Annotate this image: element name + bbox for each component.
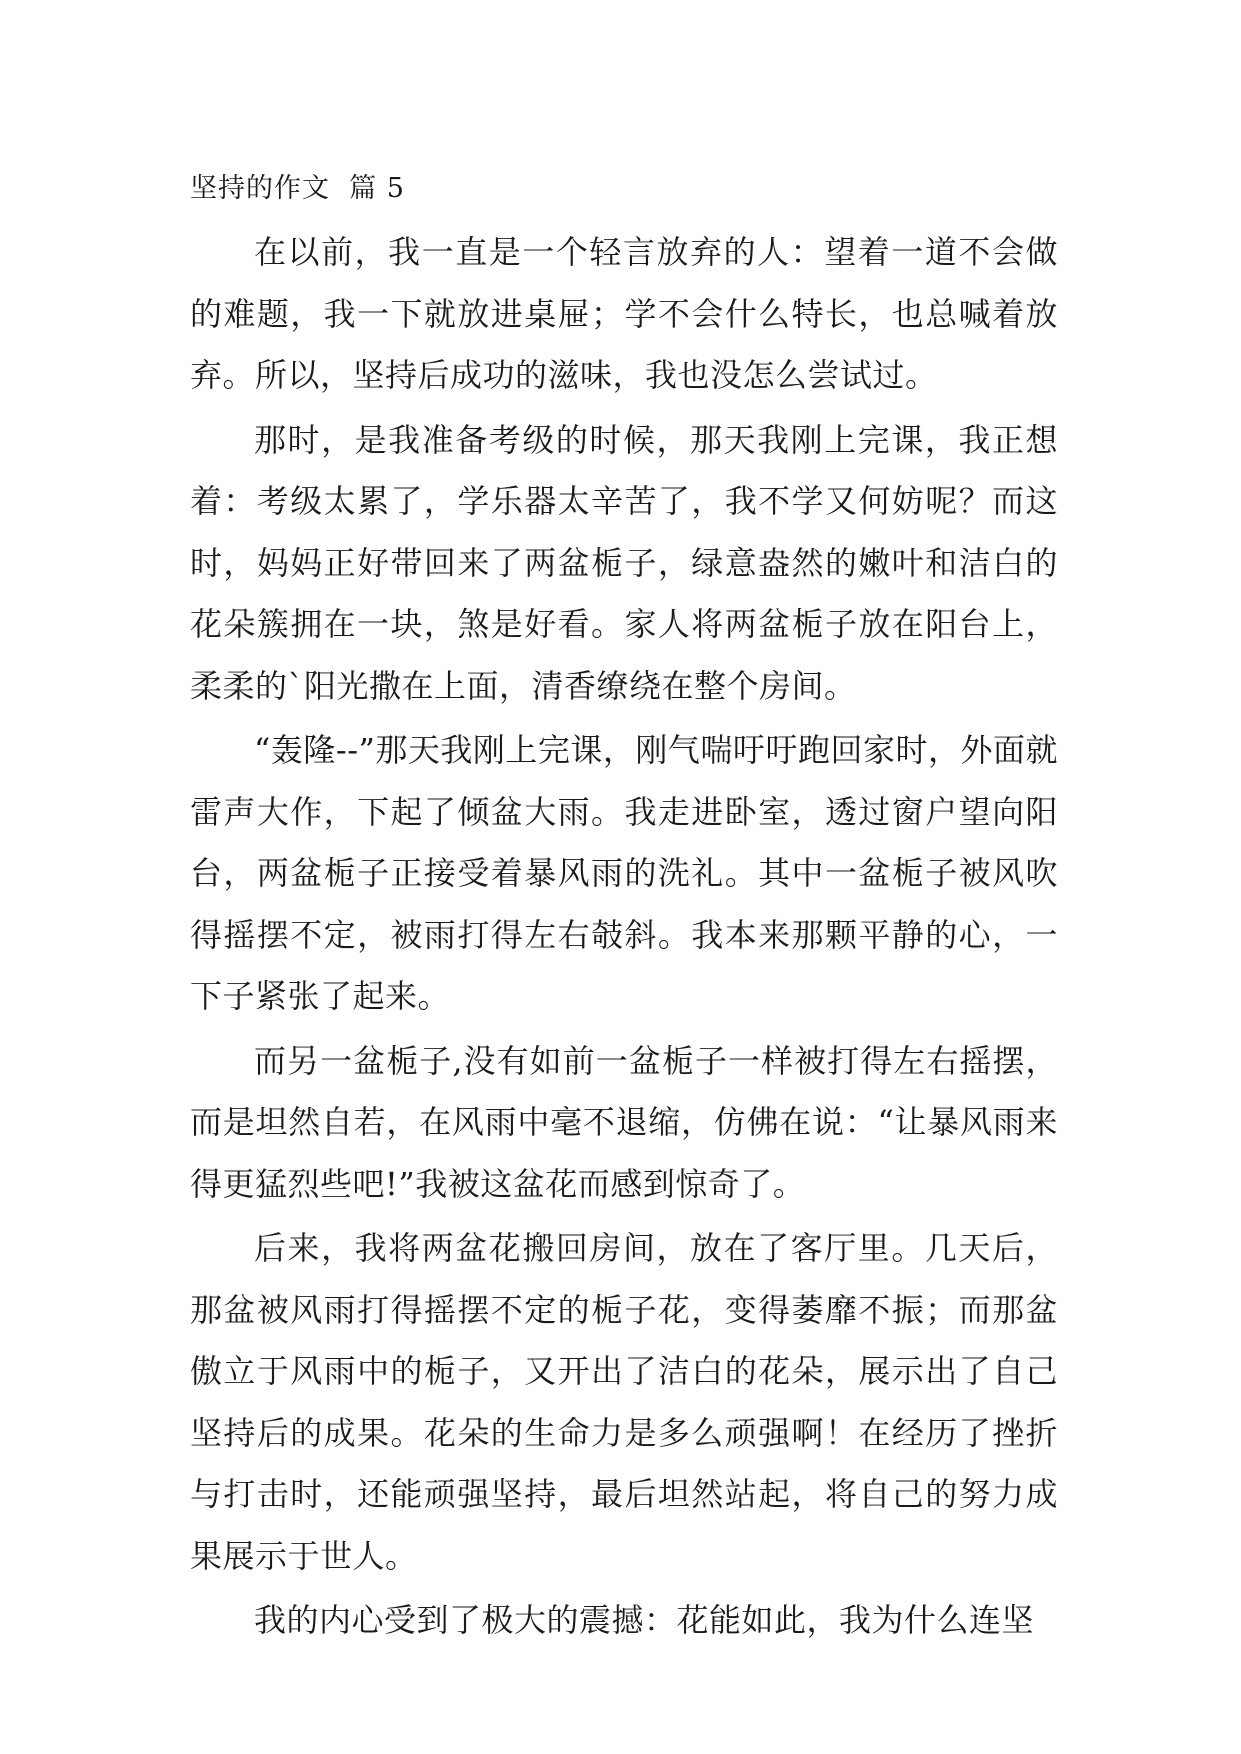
document-page xyxy=(190,160,1058,1655)
paragraph-5: 后来，我将两盆花搬回房间，放在了客厅里。几天后，那盆被风雨打得摇摆不定的栀子花，变得萎靡不振；而那盆傲立于风雨中的栀子，又开出了洁白的花朵，展示出了自己坚持后的成果。花朵的生命力是多么顽强啊！在经历了挫折与打击时，还能顽强坚持，最后坦然站起，将自己的努力成果展示于世人。 xyxy=(190,1229,1058,1575)
paragraph-4: 而另一盆栀子,没有如前一盆栀子一样被打得左右摇摆，而是坦然自若，在风雨中毫不退缩，仿佛在说：“让暴风雨来得更猛烈些吧!”我被这盆花而感到惊奇了。 xyxy=(190,1041,1058,1203)
paragraph-6: 我的内心受到了极大的震撼：花能如此，我为什么连坚 xyxy=(254,1601,1035,1639)
paragraph-3: “轰隆--”那天我刚上完课，刚气喘吁吁跑回家时，外面就雷声大作，下起了倾盆大雨。我走进卧室，透过窗户望向阳台，两盆栀子正接受着暴风雨的洗礼。其中一盆栀子被风吹得摇摆不定，被雨打得左右攲斜。我本来那颗平静的心，一下子紧张了起来。 xyxy=(190,731,1058,1015)
paragraph-1: 在以前，我一直是一个轻言放弃的人：望着一道不会做的难题，我一下就放进桌屉；学不会什么特长，也总喊着放弃。所以，坚持后成功的滋味，我也没怎么尝试过。 xyxy=(190,233,1058,394)
document-title: 坚持的作文 篇 5 xyxy=(190,173,405,204)
paragraph-2: 那时，是我准备考级的时候，那天我刚上完课，我正想着：考级太累了，学乐器太辛苦了，我不学又何妨呢？而这时，妈妈正好带回来了两盆栀子，绿意盎然的嫩叶和洁白的花朵簇拥在一块，煞是好看。家人将两盆栀子放在阳台上，柔柔的`阳光撒在上面，清香缭绕在整个房间。 xyxy=(190,420,1058,705)
